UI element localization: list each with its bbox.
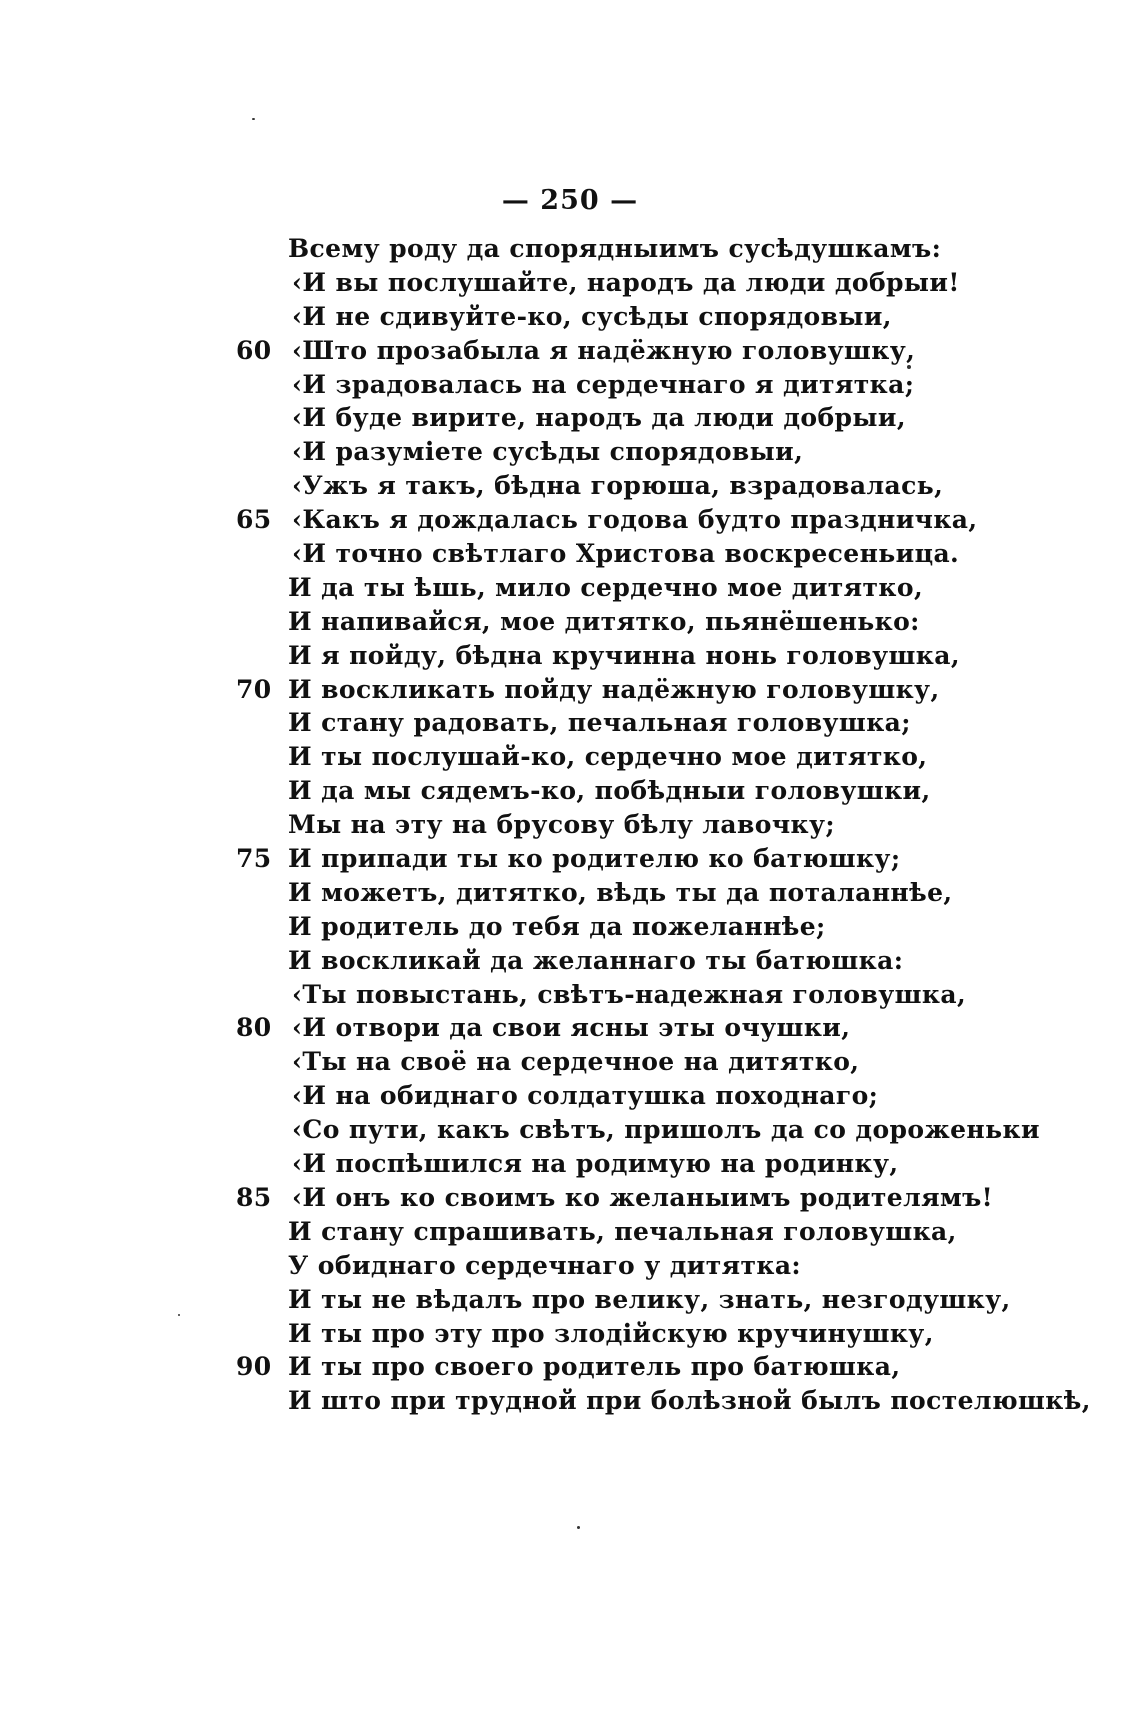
verse-text: И ты послушай-ко, сердечно мое дитятко, xyxy=(288,742,928,772)
verse-line xyxy=(236,503,1096,537)
verse-line xyxy=(236,401,1096,435)
verse-text: ‹Ты повыстань, свѣтъ-надежная головушка, xyxy=(292,979,967,1009)
line-number: 65 xyxy=(236,505,272,535)
verse-text: И да мы сядемъ-ко, побѣдныи головушки, xyxy=(288,776,931,806)
verse-line xyxy=(236,266,1096,300)
verse-line xyxy=(236,774,1096,808)
line-number: 80 xyxy=(236,1013,272,1043)
verse-line xyxy=(236,842,1096,876)
verse-text: И я пойду, бѣдна кручинна нонь головушка, xyxy=(288,640,960,670)
line-number: 70 xyxy=(236,674,272,704)
verse-text: ‹Со пути, какъ свѣтъ, пришолъ да со дороженьки xyxy=(292,1115,1040,1145)
verse-line xyxy=(236,1249,1096,1283)
verse-line xyxy=(236,605,1096,639)
verse-line xyxy=(236,1147,1096,1181)
verse-text: У обиднаго сердечнаго у дитятка: xyxy=(288,1250,802,1280)
verse-line xyxy=(236,1215,1096,1249)
verse-text: И напивайся, мое дитятко, пьянёшенько: xyxy=(288,606,920,636)
verse-text: ‹И зрадовалась на сердечнаго я дитятка; xyxy=(292,369,915,399)
verse-text: И воскликать пойду надёжную головушку, xyxy=(288,674,940,704)
verse-line xyxy=(236,537,1096,571)
scan-speck xyxy=(178,1314,180,1316)
verse-text: ‹И отвори да свои ясны эты очушки, xyxy=(292,1013,851,1043)
verse-text: ‹И на обиднаго солдатушка походнаго; xyxy=(292,1081,879,1111)
verse-text: И да ты ѣшь, мило сердечно мое дитятко, xyxy=(288,572,924,602)
verse-text: Мы на эту на брусову бѣлу лавочку; xyxy=(288,810,836,840)
line-number: 85 xyxy=(236,1182,272,1212)
verse-text: ‹И вы послушайте, народъ да люди добрыи! xyxy=(292,267,960,297)
verse-line xyxy=(236,1113,1096,1147)
verse-text: ‹И разуміете сусѣды спорядовыи, xyxy=(292,437,804,467)
verse-line xyxy=(236,740,1096,774)
verse-line xyxy=(236,1317,1096,1351)
verse-line xyxy=(236,808,1096,842)
verse-line xyxy=(236,1181,1096,1215)
verse-text: И стану радовать, печальная головушка; xyxy=(288,708,911,738)
verse-text: ‹Ужъ я такъ, бѣдна горюша, взрадовалась, xyxy=(292,471,944,501)
verse-text: ‹И поспѣшился на родимую на родинку, xyxy=(292,1149,899,1179)
verse-text: И ты про своего родитель про батюшка, xyxy=(288,1352,901,1382)
verse-text: ‹И онъ ко своимъ ко желаныимъ родителямъ! xyxy=(292,1182,994,1212)
verse-text: И ты про эту про злодійскую кручинушку, xyxy=(288,1318,934,1348)
verse-line xyxy=(236,978,1096,1012)
verse-line xyxy=(236,368,1096,402)
verse-text: Всему роду да спорядныимъ сусѣдушкамъ: xyxy=(288,234,942,263)
verse-text: ‹Какъ я дождалась годова будто праздничка, xyxy=(292,505,978,535)
verse-line xyxy=(236,300,1096,334)
verse-text: И стану спрашивать, печальная головушка, xyxy=(288,1216,957,1246)
verse-text: И припади ты ко родителю ко батюшку; xyxy=(288,844,901,874)
verse-text: ‹И не сдивуйте-ко, сусѣды спорядовыи, xyxy=(292,301,892,331)
verse-line xyxy=(236,1283,1096,1317)
verse-line xyxy=(236,1384,1096,1418)
verse-line xyxy=(236,1079,1096,1113)
scan-speck xyxy=(252,118,255,120)
verse-line xyxy=(236,1011,1096,1045)
verse-text: И што при трудной при болѣзной былъ постелюшкѣ, xyxy=(288,1386,1091,1416)
verse-line xyxy=(236,706,1096,740)
verse-line xyxy=(236,435,1096,469)
verse-text: ‹Што прозабыла я надёжную головушку, xyxy=(292,335,916,365)
page-number: — 250 — xyxy=(501,185,639,216)
verse-line xyxy=(236,910,1096,944)
verse-line xyxy=(236,571,1096,605)
verse-text: ‹И точно свѣтлаго Христова воскресеньица. xyxy=(292,539,960,569)
verse-line xyxy=(236,876,1096,910)
verse-block xyxy=(236,232,1096,1418)
verse-text: И воскликай да желаннаго ты батюшка: xyxy=(288,945,904,975)
verse-line xyxy=(236,639,1096,673)
verse-line xyxy=(236,232,1096,266)
verse-text: И можетъ, дитятко, вѣдь ты да поталаннѣе, xyxy=(288,877,953,907)
verse-line xyxy=(236,944,1096,978)
line-number: 90 xyxy=(236,1352,272,1382)
verse-text: И ты не вѣдалъ про велику, знать, незгодушку, xyxy=(288,1284,1011,1314)
verse-line xyxy=(236,1350,1096,1384)
line-number: 75 xyxy=(236,844,272,874)
verse-line xyxy=(236,469,1096,503)
verse-text: ‹И буде вирите, народъ да люди добрыи, xyxy=(292,403,906,433)
verse-line xyxy=(236,334,1096,368)
line-number: 60 xyxy=(236,335,272,365)
verse-line xyxy=(236,1045,1096,1079)
verse-text: ‹Ты на своё на сердечное на дитятко, xyxy=(292,1047,860,1077)
scan-speck xyxy=(577,1526,580,1529)
verse-text: И родитель до тебя да пожеланнѣе; xyxy=(288,911,826,941)
verse-line xyxy=(236,673,1096,707)
scan-speck xyxy=(907,365,911,369)
